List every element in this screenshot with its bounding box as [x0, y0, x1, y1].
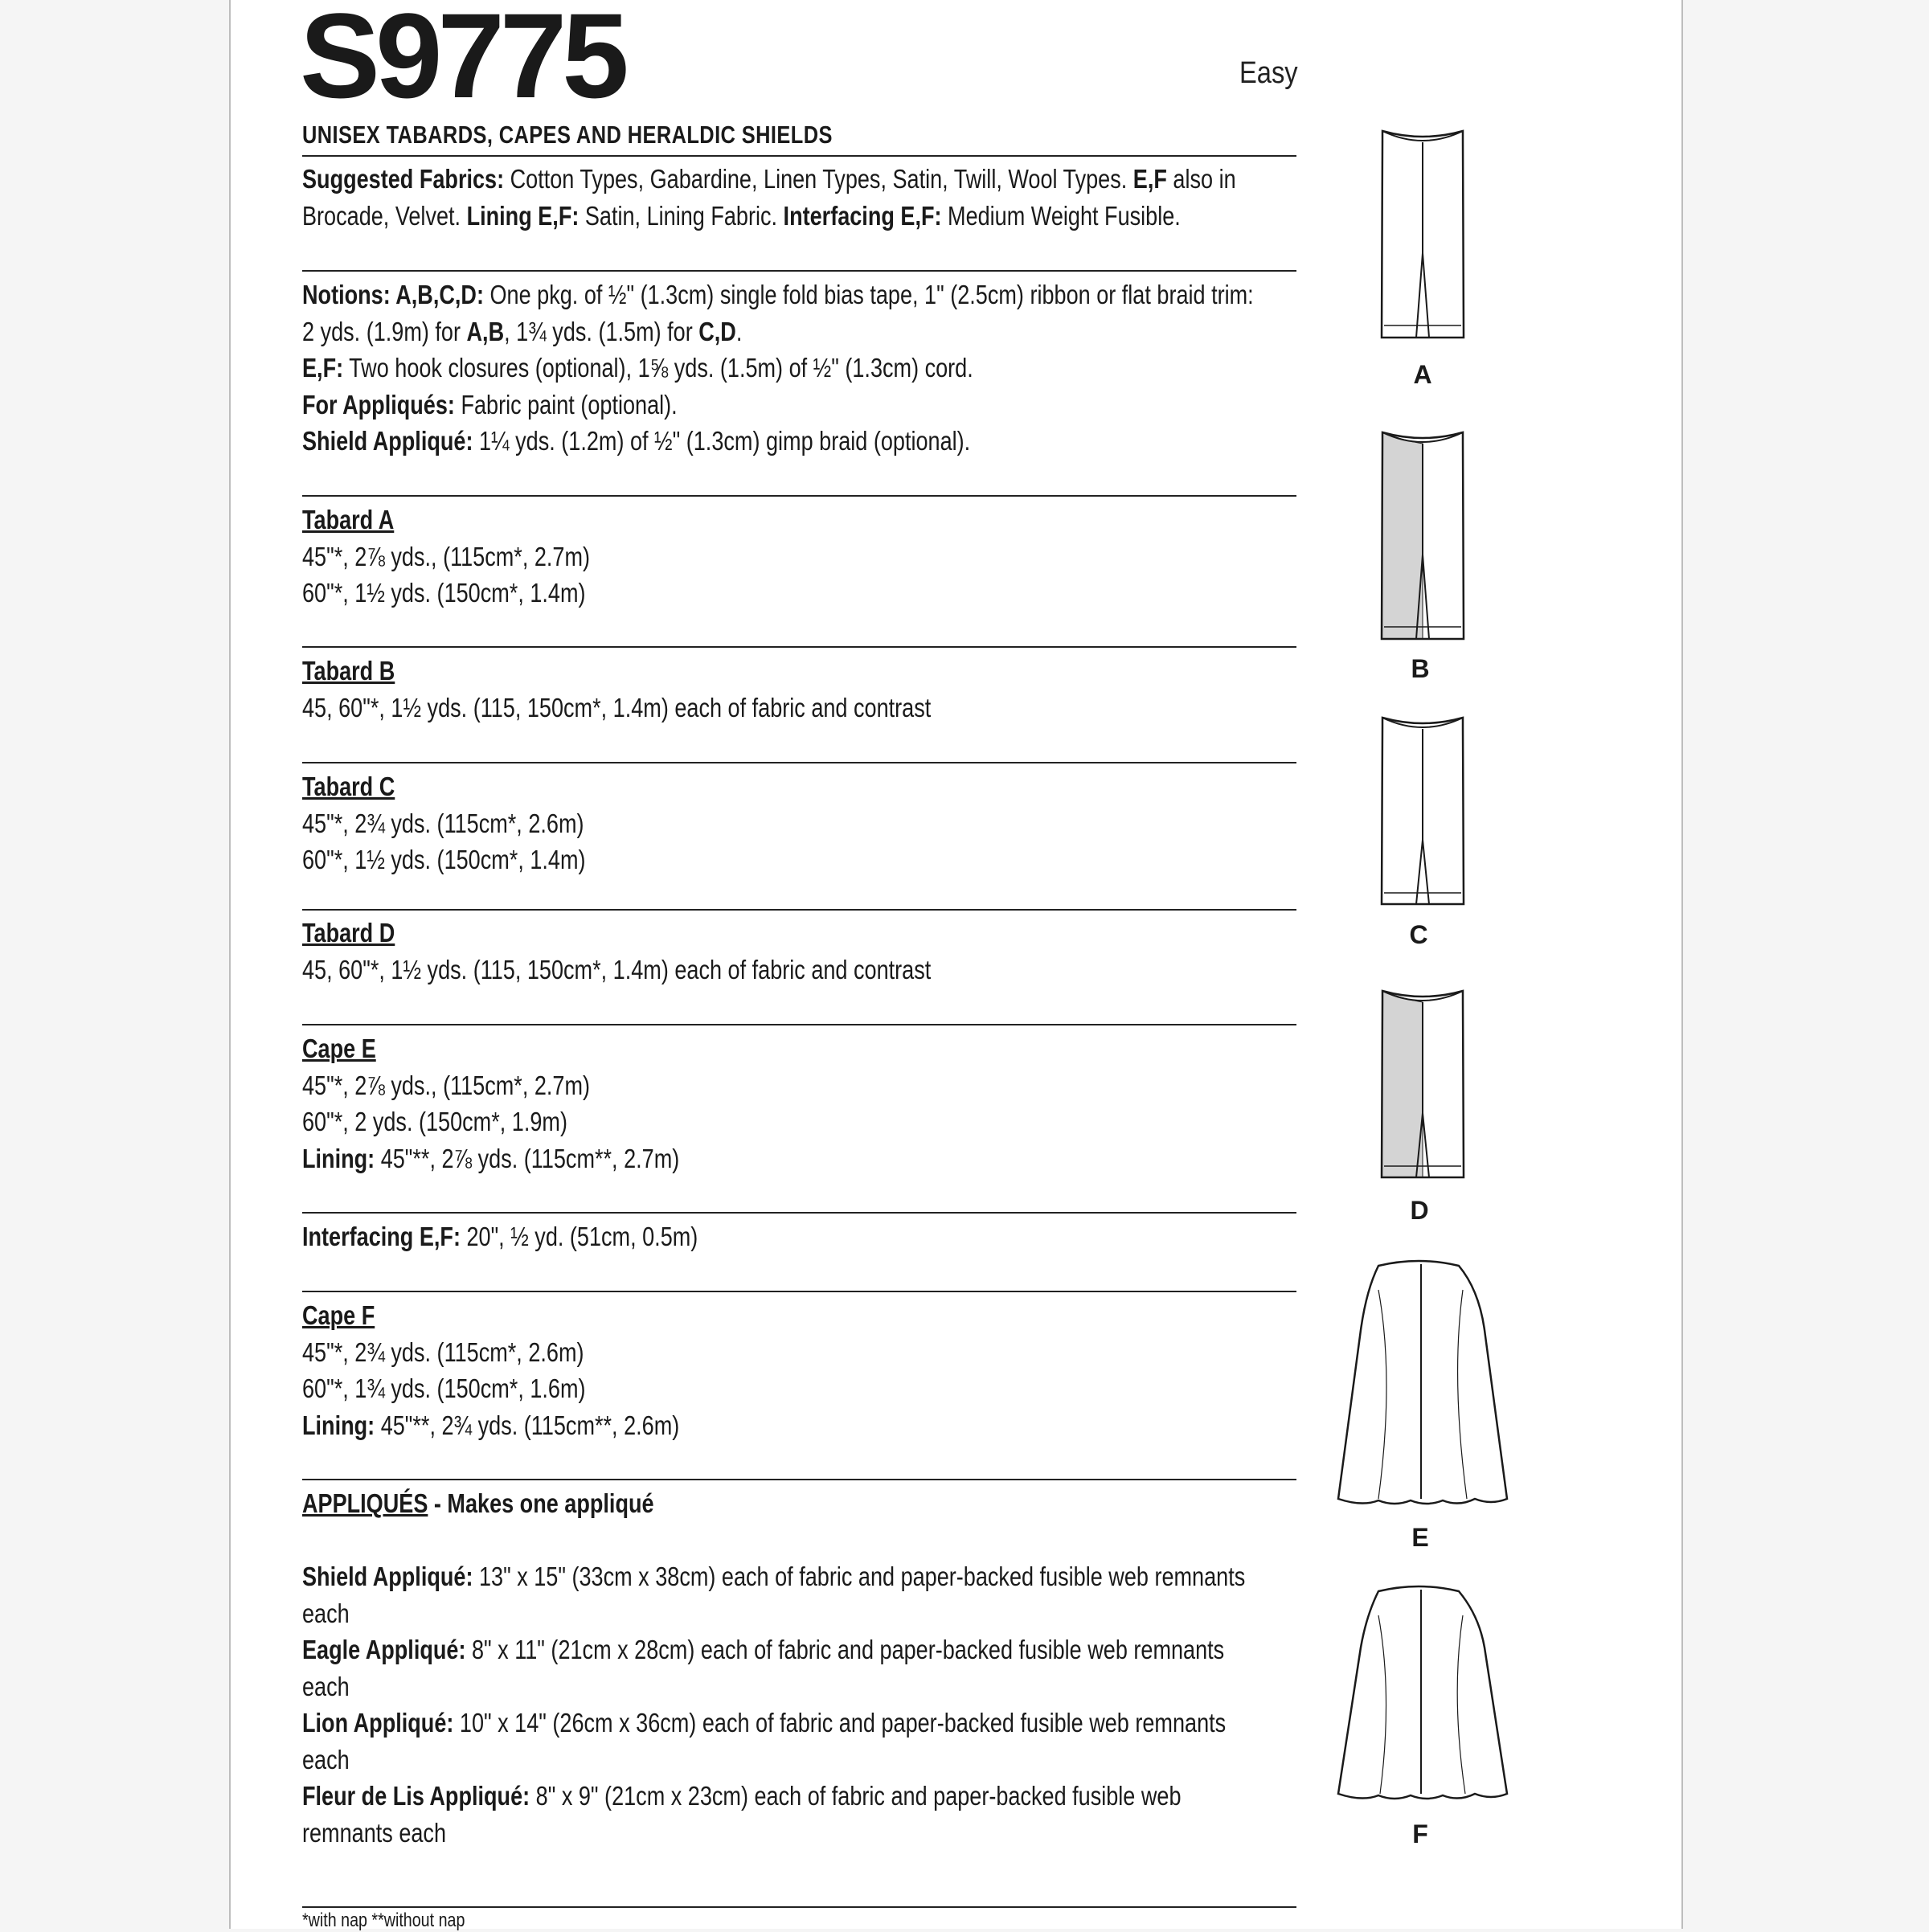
- divider: [302, 762, 1296, 763]
- view-e-cape-illustration: [1330, 1258, 1515, 1515]
- view-label-d: D: [1410, 1196, 1429, 1225]
- divider: [302, 909, 1296, 911]
- pattern-number: S9775: [300, 0, 625, 123]
- yardage-interfacing: Interfacing E,F: 20", ½ yd. (51cm, 0.5m): [302, 1222, 698, 1251]
- divider: [302, 1479, 1296, 1480]
- yardage-cape-e: Cape E 45"*, 2⅞ yds., (115cm*, 2.7m) 60"*, 2 yds. (150cm*, 1.9m) Lining: 45"**, 2⅞ yds. (115cm**, 2.7m): [302, 1034, 680, 1173]
- yardage-tabard-c: Tabard C 45"*, 2¾ yds. (115cm*, 2.6m) 60"*, 1½ yds. (150cm*, 1.4m): [302, 772, 586, 874]
- divider: [302, 1212, 1296, 1214]
- view-c-tabard-illustration: [1374, 711, 1471, 908]
- view-a-tabard-illustration: [1374, 125, 1471, 342]
- yardage-cape-f: Cape F 45"*, 2¾ yds. (115cm*, 2.6m) 60"*, 1¾ yds. (150cm*, 1.6m) Lining: 45"**, 2¾ yds. (115cm**, 2.6m): [302, 1300, 680, 1440]
- view-label-c: C: [1409, 920, 1428, 949]
- yardage-tabard-d: Tabard D 45, 60"*, 1½ yds. (115, 150cm*, 1.4m) each of fabric and contrast: [302, 918, 932, 984]
- view-label-f: F: [1412, 1819, 1428, 1848]
- divider: [302, 1906, 1296, 1908]
- difficulty-label: Easy: [1239, 56, 1298, 90]
- divider: [302, 270, 1296, 272]
- view-label-a: A: [1413, 360, 1432, 389]
- suggested-fabrics: Suggested Fabrics: Cotton Types, Gabardine, Linen Types, Satin, Twill, Wool Types. E,F also in Brocade, Velvet. Lining E,F: Satin, Lining Fabric. Interfacing E,F: Medium Weight Fusible.: [302, 164, 1236, 231]
- view-label-e: E: [1411, 1523, 1429, 1552]
- divider: [302, 1291, 1296, 1292]
- divider: [302, 646, 1296, 648]
- divider: [302, 495, 1296, 497]
- applique-yardage: APPLIQUÉS - Makes one appliqué Shield Appliqué: 13" x 15" (33cm x 38cm) each of fabric and paper-backed fusible web remnants each Eagle Appliqué: 8" x 11" (21cm x 28cm) each of fabric and paper-backed fusible web remnants each Lion Appliqué: 10" x 14" (26cm x 36cm) each of fabric and paper-backed fusible web remnants each Fleur de Lis Appliqué: 8" x 9" (21cm x 23cm) each of fabric and paper-backed fusible web remnants each: [302, 1488, 1246, 1848]
- yardage-tabard-b: Tabard B 45, 60"*, 1½ yds. (115, 150cm*, 1.4m) each of fabric and contrast: [302, 656, 932, 722]
- view-f-cape-illustration: [1330, 1583, 1515, 1808]
- footnote: *with nap **without nap: [302, 1909, 465, 1931]
- view-b-contrast-panel: [1382, 432, 1423, 639]
- view-d-tabard-illustration: [1374, 984, 1471, 1181]
- divider: [302, 1024, 1296, 1025]
- view-b-tabard-illustration: [1374, 426, 1471, 643]
- notions: Notions: A,B,C,D: One pkg. of ½" (1.3cm) single fold bias tape, 1" (2.5cm) ribbon or flat braid trim: 2 yds. (1.9m) for A,B, 1¾ yds. (1.5m) for C,D. E,F: Two hook closures (optional), 1⅝ yds. (1.5m) of ½" (1.3cm) cord. For Appliqués: Fabric paint (optional). Shield Appliqué: 1¼ yds. (1.2m) of ½" (1.3cm) gimp braid (optional).: [302, 280, 1254, 456]
- pattern-title: UNISEX TABARDS, CAPES AND HERALDIC SHIELDS: [302, 121, 833, 149]
- view-d-contrast-panel: [1382, 991, 1423, 1177]
- view-label-b: B: [1411, 654, 1430, 683]
- yardage-tabard-a: Tabard A 45"*, 2⅞ yds., (115cm*, 2.7m) 60"*, 1½ yds. (150cm*, 1.4m): [302, 505, 591, 608]
- divider: [302, 155, 1296, 157]
